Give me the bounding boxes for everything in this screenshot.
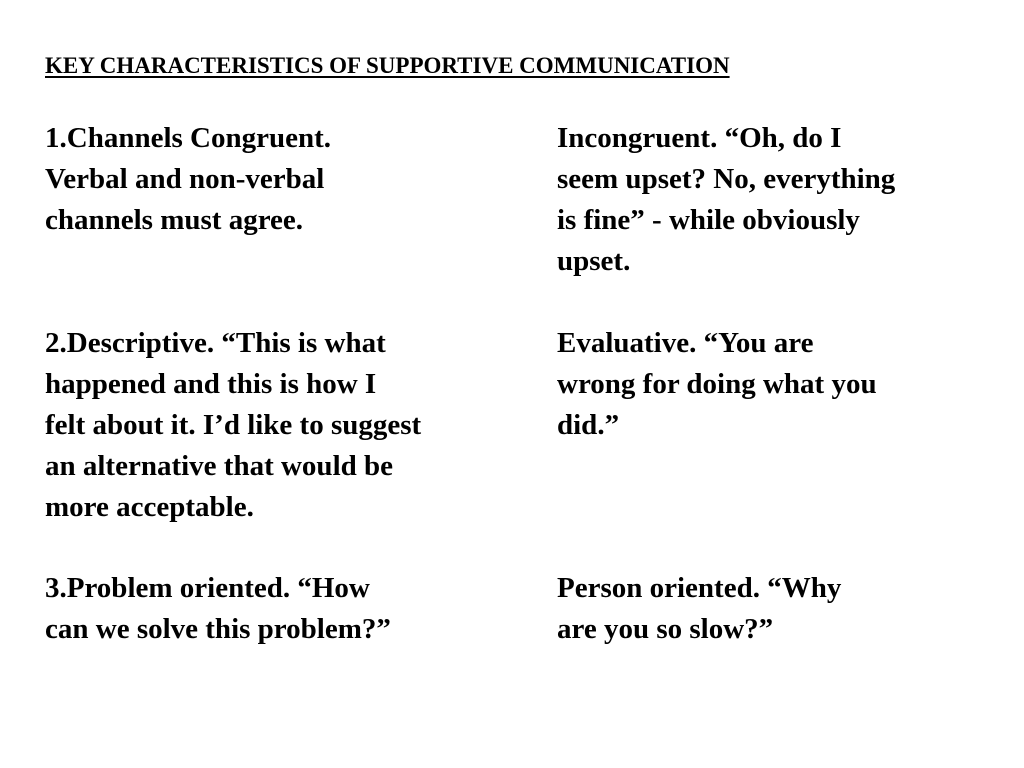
text-line: 2.Descriptive. “This is what — [45, 327, 386, 359]
text-line: happened and this is how I — [45, 368, 377, 400]
text-line: felt about it. I’d like to suggest — [45, 409, 422, 441]
text-line: seem upset? No, everything — [557, 163, 896, 195]
text-line: Person oriented. “Why — [557, 572, 842, 604]
text-line: Incongruent. “Oh, do I — [557, 122, 842, 154]
text-line: Verbal and non-verbal — [45, 163, 325, 195]
text-line: an alternative that would be — [45, 450, 393, 482]
text-line: are you so slow?” — [557, 613, 774, 645]
defensive-item-evaluative — [557, 323, 877, 446]
text-line: 3.Problem oriented. “How — [45, 572, 370, 604]
text-line: wrong for doing what you — [557, 368, 877, 400]
supportive-item-congruent — [45, 118, 331, 241]
text-line: more acceptable. — [45, 491, 254, 523]
text-line: upset. — [557, 245, 631, 277]
text-line: did.” — [557, 409, 620, 441]
supportive-item-descriptive — [45, 323, 421, 528]
text-line: Evaluative. “You are — [557, 327, 814, 359]
slide-title: KEY CHARACTERISTICS OF SUPPORTIVE COMMUNICATION — [45, 53, 730, 78]
supportive-item-problem-oriented — [45, 568, 391, 650]
text-line: channels must agree. — [45, 204, 304, 236]
defensive-item-person-oriented — [557, 568, 841, 650]
text-line: can we solve this problem?” — [45, 613, 391, 645]
text-line: is fine” - while obviously — [557, 204, 860, 236]
defensive-item-incongruent — [557, 118, 895, 282]
text-line: 1.Channels Congruent. — [45, 122, 332, 154]
